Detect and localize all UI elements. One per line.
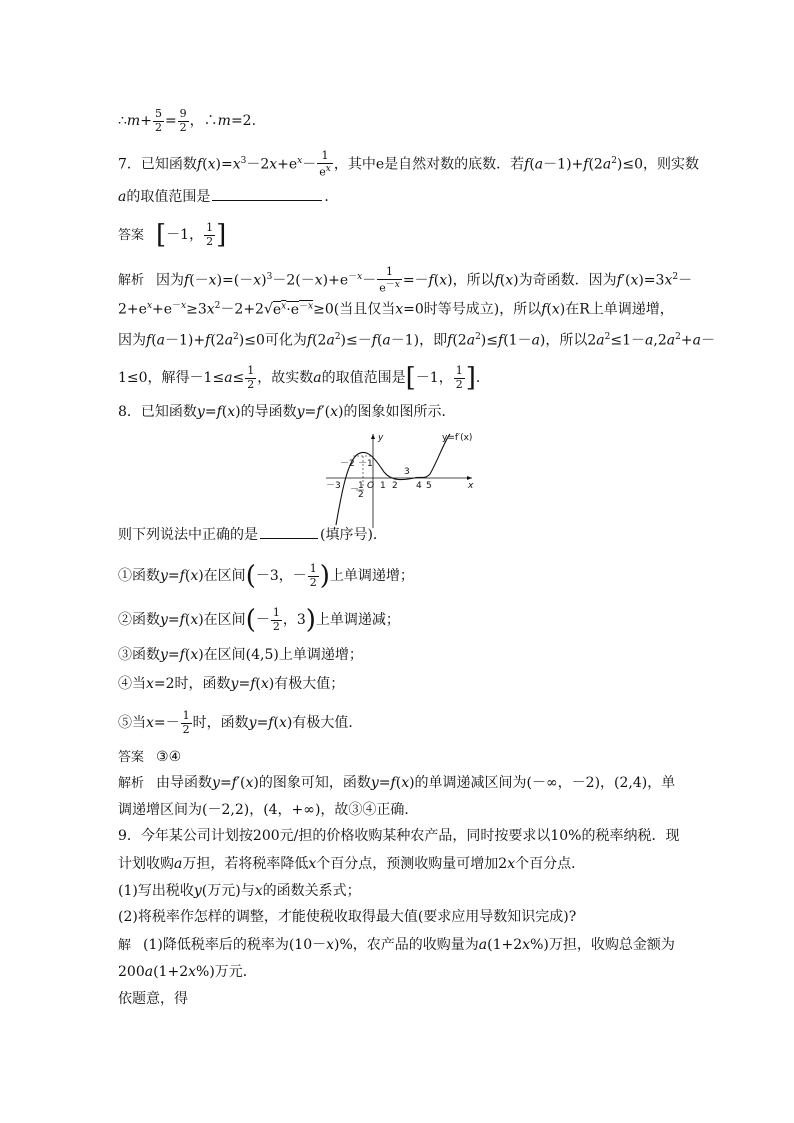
question-7-stem-cont: a的取值范围是 ． (118, 189, 339, 205)
question-7-stem: 7．已知函数$f(x)=x^3-2x+e^x-$ $\frac{1}{e^x}$ ，其中e是自然对数的底数．若$f(a-1)+f(2a^2)\le 0$，则实数 (118, 149, 700, 179)
tick-label: 2 (392, 481, 398, 491)
question-8-solution-1: 解析 由导函数y=f′(x)的图象可知，函数y=f(x)的单调递减区间为(－∞，－2)，(2,4)，单 (118, 775, 676, 791)
question-9-solution-3: 依题意，得 (118, 991, 188, 1007)
question-9-line-2: 计划收购a万担，若将税率降低x个百分点，预测收购量可增加2x个百分点． (118, 856, 586, 872)
solution-label: 解析 (118, 273, 145, 289)
x-axis-label: x (468, 481, 474, 491)
question-7-solution-4: 1≤0，解得－1≤a≤ $\frac{1}{2}$ ，故实数a的取值范围是[－1， $\frac{1}{2}$ ]. (118, 363, 481, 394)
point-label: 3 (404, 467, 410, 477)
option-4: ④当x=2时，函数y=f(x)有极大值； (118, 676, 345, 692)
tick-label: 1 (380, 481, 386, 491)
question-7-solution-3: 因为$f(a-1)+f(2a^2)\le 0$可化为$f(2a^2)\le-f(a-1)$，即$f(2a^2)\le f(1-a)$，所以$2a^2\le 1-a,2a^2+a-$ (118, 332, 715, 349)
derivative-curve (336, 434, 450, 525)
question-7-solution-2: $2+e^x+e^{-x}\ge 3x^2-2+2√e^x\cdot e^{-x}\ge 0$(当且仅当x=0时等号成立)，所以f(x)在R上单调递增， (118, 301, 674, 318)
x-axis-arrow (467, 476, 472, 480)
tick-label: －1 (358, 459, 373, 469)
tick-label: －2 (340, 459, 355, 469)
option-5: ⑤当x=－ $\frac{1}{2}$ 时，函数y=f(x)有极大值． (118, 709, 363, 736)
solution-label: 解 (118, 938, 132, 953)
question-9-line-1: 9．今年某公司计划按200元/担的价格收购某种农产品，同时按要求以10%的税率纳税．现 (118, 828, 680, 844)
derivative-graph (318, 430, 478, 530)
question-9-part-1: (1)写出税收y(万元)与x的函数关系式； (118, 883, 361, 899)
y-axis-arrow (371, 434, 375, 439)
option-1: ①函数y=f(x)在区间(－3，－ $\frac{1}{2}$ )上单调递增； (118, 561, 414, 592)
question-9-solution-2: 200a(1+2x%)万元． (118, 964, 257, 980)
question-7-answer: 答案 [－1， $\frac{1}{2}$ ] (118, 220, 227, 251)
neg-half-sign: － (350, 485, 360, 495)
question-7-solution-1: 解析 因为$f(-x)=(-x)^3-2(-x)+e^{-x}-$ $\frac{1}{e^{-x}}$ =－f(x)，所以f(x)为奇函数．因为$f'(x)=3x^2-$ (118, 265, 693, 295)
solution-label: 解析 (118, 776, 145, 791)
y-axis-label: y (378, 433, 384, 443)
answer-label: 答案 (118, 750, 145, 765)
text-line: ∴m+ $\frac{5}{2}$ = $\frac{9}{2}$ ，∴m=2. (118, 107, 257, 134)
curve-label: y=f′(x) (442, 433, 473, 443)
tick-label: 5 (426, 481, 432, 491)
option-2: ②函数y=f(x)在区间(－ $\frac{1}{2}$ ，3)上单调递减； (118, 605, 400, 636)
option-3: ③函数y=f(x)在区间(4,5)上单调递增； (118, 647, 363, 663)
neg-half-numerator: 1 (358, 481, 364, 491)
question-9-solution-1: 解 (1)降低税率后的税率为(10－x)%，农产品的收购量为a(1+2x%)万担，收购总金额为 (118, 937, 675, 953)
tick-label: －3 (326, 481, 341, 491)
neg-half-denominator: 2 (358, 490, 364, 500)
origin-label: O (367, 481, 375, 491)
answer-value: ③④ (156, 749, 182, 765)
question-8-stem: 8．已知函数y=f(x)的导函数y=f′(x)的图象如图所示． (118, 404, 456, 420)
question-9-part-2: (2)将税率作怎样的调整，才能使税收取得最大值(要求应用导数知识完成)? (118, 909, 577, 925)
answer-label: 答案 (118, 228, 145, 244)
question-8-fill: 则下列说法中正确的是 (填序号)． (118, 527, 387, 543)
question-8-answer (118, 750, 181, 764)
question-8-solution-2: 调递增区间为(－2,2)，(4，+∞)，故③④正确． (118, 802, 419, 818)
tick-label: 4 (416, 481, 422, 491)
